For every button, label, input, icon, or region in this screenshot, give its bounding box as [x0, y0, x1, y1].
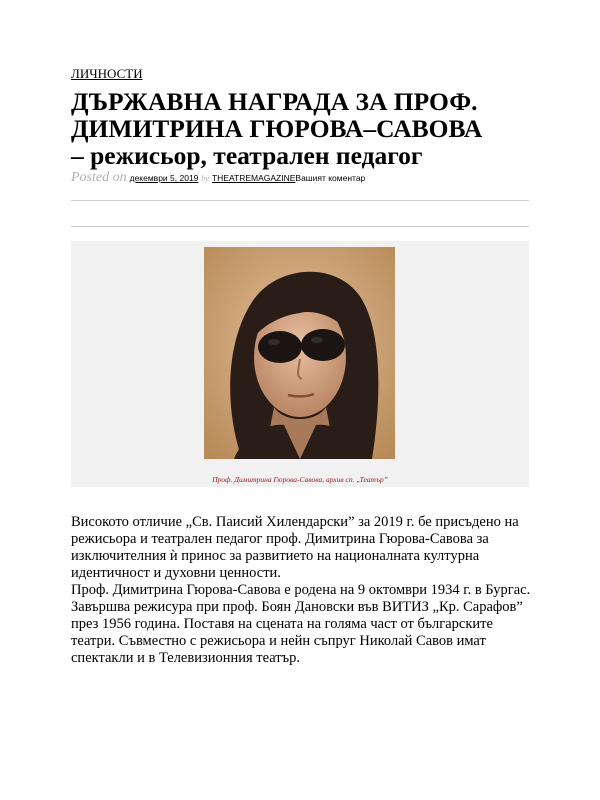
- paragraph-award: Високото отличие „Св. Паисий Хилендарски” за 2019 г. бе присъдено на режисьора и театрален педагог проф. Димитрина Гюрова-Савова за изключителния ѝ принос за развитието на националната културна идентичност и духовни ценности.: [71, 514, 519, 581]
- post-meta: [71, 170, 365, 186]
- post-date-link[interactable]: декември 5, 2019: [129, 173, 199, 183]
- divider-top: [71, 200, 529, 201]
- paragraph-biography: Проф. Димитрина Гюрова-Савова е родена на 9 октомври 1934 г. в Бургас. Завършва режисура при проф. Боян Дановски във ВИТИЗ „Кр. Сарафов” през 1956 година. Поставя на сцената на голяма част от българските театри. Съвместно с режисьора и нейн съпруг Николай Савов имат спектакли и в Телевизионния театър.: [71, 582, 531, 666]
- figure-caption: Проф. Димитрина Гюрова-Савова, архив сп. „Театър”: [212, 475, 388, 484]
- author-link[interactable]: THEATREMAGAZINE: [211, 173, 296, 183]
- article-title-line-2: ДИМИТРИНА ГЮРОВА–САВОВА: [71, 114, 483, 143]
- article-title-line-1: ДЪРЖАВНА НАГРАДА ЗА ПРОФ.: [71, 87, 478, 116]
- article-body: [71, 514, 533, 667]
- comment-link[interactable]: Вашият коментар: [295, 173, 366, 183]
- category-link[interactable]: ЛИЧНОСТИ: [71, 66, 143, 81]
- by-label: by: [201, 174, 209, 183]
- posted-on-label: Posted on: [71, 170, 127, 185]
- divider-bottom: [71, 226, 529, 227]
- article-title-line-3: – режисьор, театрален педагог: [71, 141, 423, 170]
- article-figure: [71, 241, 529, 487]
- portrait-photo: [204, 247, 395, 459]
- article-title: [71, 88, 541, 169]
